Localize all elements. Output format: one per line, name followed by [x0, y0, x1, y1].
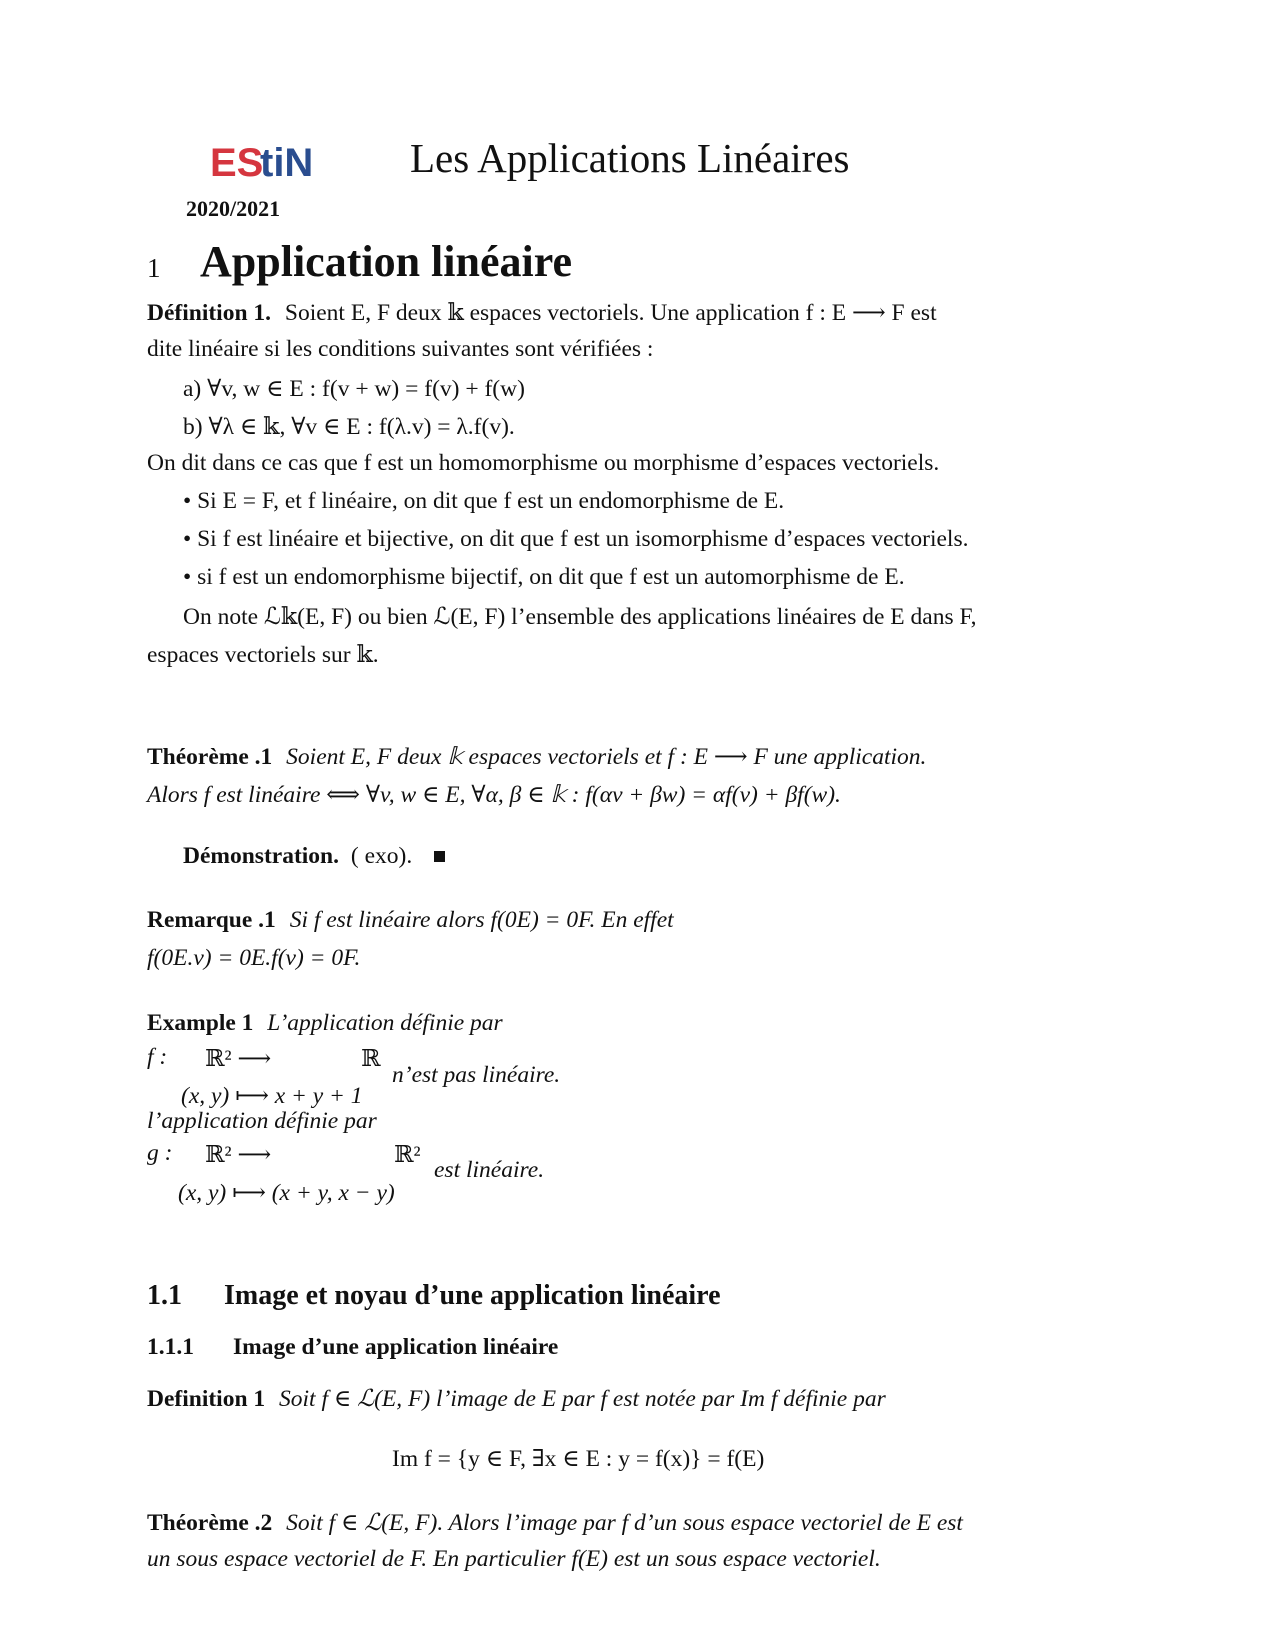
- map-f-rule: (x, y) ⟼ x + y + 1: [181, 1083, 363, 1109]
- theorem-1-line1: [147, 742, 926, 771]
- remark-label: Remarque .1: [147, 907, 276, 933]
- bullet-isomorphism: • Si f est linéaire et bijective, on dit que f est un isomorphisme d’espaces vectoriels.: [183, 526, 969, 552]
- theorem-2-label: Théorème .2: [147, 1510, 273, 1536]
- image-formula: Im f = {y ∈ F, ∃x ∈ E : y = f(x)} = f(E): [392, 1446, 765, 1472]
- academic-year: 2020/2021: [186, 196, 281, 221]
- map-f-verdict: n’est pas linéaire.: [392, 1062, 561, 1088]
- proof: [183, 843, 445, 870]
- theorem-1-line2: Alors f est linéaire ⟺ ∀v, w ∈ E, ∀α, β ∈ 𝕜 : f(αv + βw) = αf(v) + βf(w).: [147, 782, 841, 808]
- definition-1-line1: [147, 298, 937, 327]
- notation-line2: espaces vectoriels sur 𝕜.: [147, 642, 379, 668]
- svg-text:ES: ES: [210, 141, 264, 185]
- remark-text: Si f est linéaire alors f(0E) = 0F. En effet: [289, 907, 674, 933]
- proof-label: Démonstration.: [183, 843, 339, 869]
- theorem-2-text: Soit f ∈ ℒ(E, F). Alors l’image par f d’un sous espace vectoriel de E est: [286, 1510, 963, 1536]
- definition-remark: On dit dans ce cas que f est un homomorphisme ou morphisme d’espaces vectoriels.: [147, 450, 940, 476]
- map-g-name: g :: [147, 1140, 173, 1166]
- bullet-endomorphism: • Si E = F, et f linéaire, on dit que f est un endomorphisme de E.: [183, 488, 785, 514]
- bullet-automorphism: • si f est un endomorphisme bijectif, on dit que f est un automorphisme de E.: [183, 564, 905, 590]
- notation-line1: On note ℒ𝕜(E, F) ou bien ℒ(E, F) l’ensemble des applications linéaires de E dans F,: [183, 604, 977, 630]
- definition-text: Soient E, F deux 𝕜 espaces vectoriels. Une application f : E ⟶ F est: [284, 300, 937, 326]
- section-number: 1: [147, 253, 161, 283]
- map-g-rule: (x, y) ⟼ (x + y, x − y): [178, 1180, 395, 1206]
- example-1-intro: [147, 1010, 503, 1037]
- remark-1-line1: [147, 907, 674, 934]
- subsection-title: Image et noyau d’une application linéaire: [224, 1280, 721, 1311]
- section-title: Application linéaire: [200, 237, 572, 286]
- map-f-codomain: ℝ: [361, 1046, 381, 1072]
- definition-1-line2: dite linéaire si les conditions suivantes sont vérifiées :: [147, 336, 654, 362]
- subsubsection-title: Image d’une application linéaire: [233, 1334, 559, 1360]
- theorem-text: Soient E, F deux 𝕜 espaces vectoriels et f : E ⟶ F une application.: [286, 744, 927, 770]
- map-g-verdict: est linéaire.: [434, 1157, 545, 1183]
- definition-image-text: Soit f ∈ ℒ(E, F) l’image de E par f est notée par Im f définie par: [279, 1386, 886, 1412]
- condition-b: b) ∀λ ∈ 𝕜, ∀v ∈ E : f(λ.v) = λ.f(v).: [183, 414, 515, 440]
- subsection-number: 1.1: [147, 1280, 182, 1311]
- proof-text: ( exo).: [350, 843, 413, 869]
- definition-image: [147, 1384, 886, 1413]
- theorem-label: Théorème .1: [147, 744, 273, 770]
- estin-logo: [208, 138, 314, 188]
- example-intro-2: l’application définie par: [147, 1108, 377, 1134]
- theorem-2-line1: [147, 1508, 963, 1537]
- map-g-domain: ℝ² ⟶: [205, 1142, 272, 1168]
- theorem-2-line2: un sous espace vectoriel de F. En particulier f(E) est un sous espace vectoriel.: [147, 1546, 881, 1572]
- definition-image-label: Definition 1: [147, 1386, 266, 1412]
- document-title: Les Applications Linéaires: [410, 135, 850, 181]
- condition-a: a) ∀v, w ∈ E : f(v + w) = f(v) + f(w): [183, 376, 525, 402]
- remark-1-line2: f(0E.v) = 0E.f(v) = 0F.: [147, 945, 361, 971]
- example-label: Example 1: [147, 1010, 254, 1036]
- map-g-codomain: ℝ²: [394, 1142, 421, 1168]
- subsubsection-number: 1.1.1: [147, 1334, 194, 1360]
- example-intro: L’application définie par: [267, 1010, 503, 1036]
- map-f-name: f :: [147, 1044, 168, 1070]
- map-f-domain: ℝ² ⟶: [205, 1046, 272, 1072]
- qed-square-icon: [434, 851, 445, 862]
- definition-label: Définition 1.: [147, 300, 272, 326]
- svg-text:tiN: tiN: [260, 141, 314, 185]
